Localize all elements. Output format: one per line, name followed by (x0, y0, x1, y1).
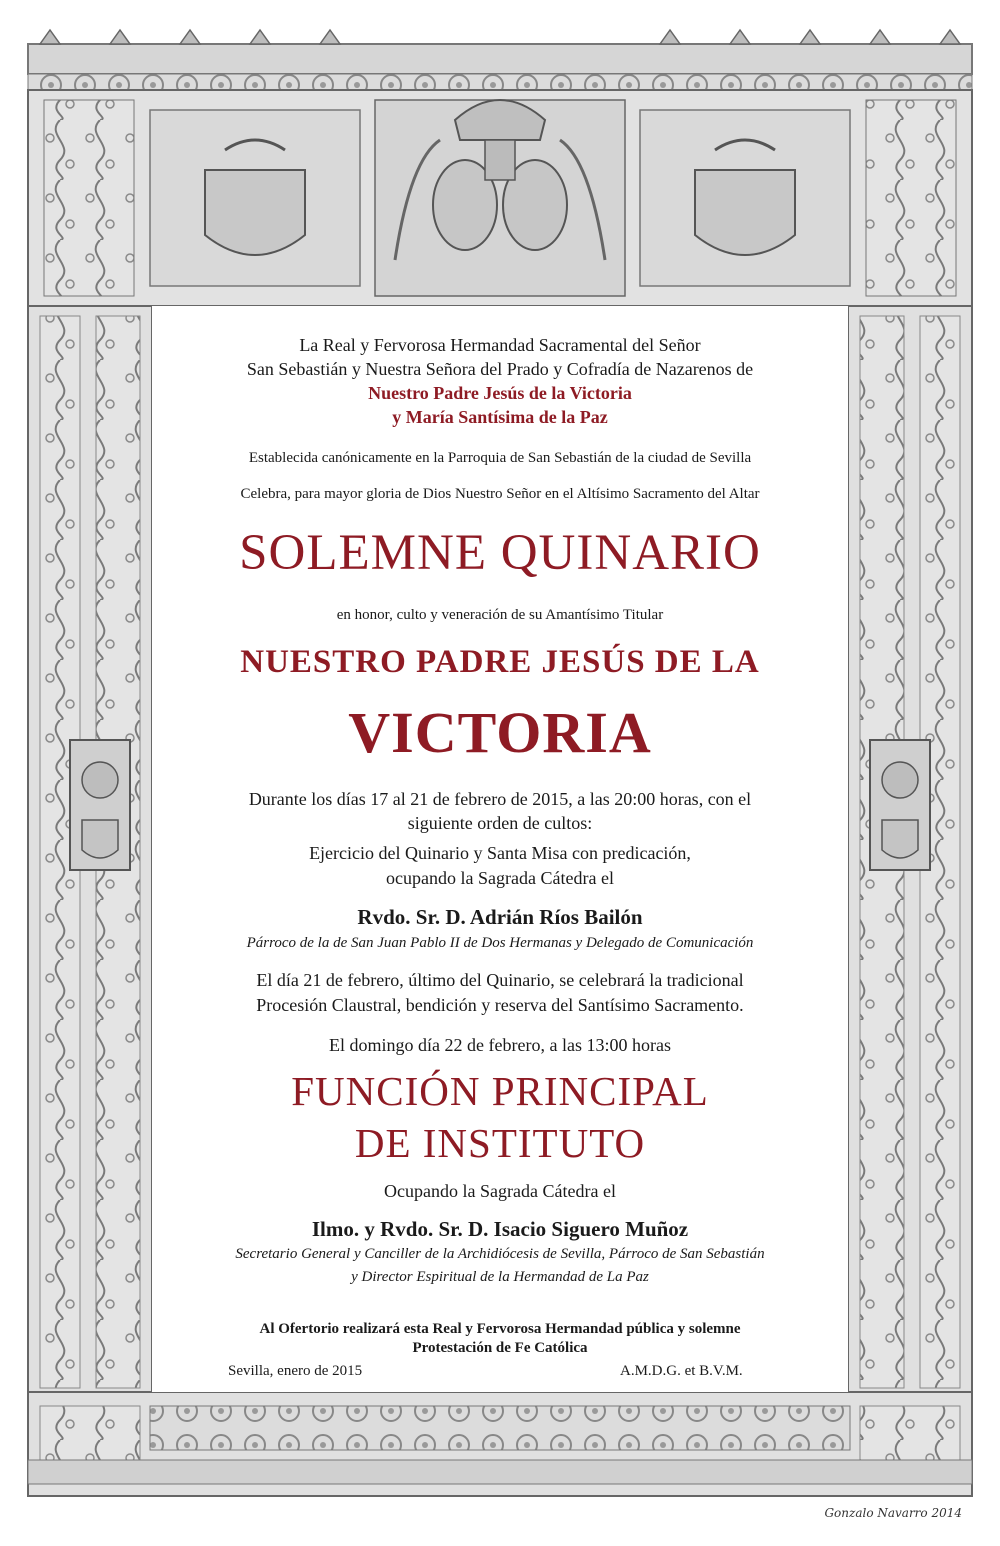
top-crest (28, 30, 972, 90)
celebrates-line: Celebra, para mayor gloria de Dios Nuestro Señor en el Altísimo Sacramento del Altar (240, 486, 760, 502)
left-shield-icon (205, 170, 305, 255)
left-column (28, 306, 152, 1398)
offertory-line-1: Al Ofertorio realizará esta Real y Fervorosa Hermandad pública y solemne (259, 1321, 741, 1337)
left-bust-icon (82, 762, 118, 798)
titular-title-victoria: VICTORIA (348, 700, 652, 765)
schedule-line-3: Ejercicio del Quinario y Santa Misa con predicación, (309, 843, 691, 863)
sunday-line: El domingo día 22 de febrero, a las 13:00 horas (329, 1035, 671, 1055)
quinario-title: SOLEMNE QUINARIO (239, 525, 761, 581)
occupying-line: Ocupando la Sagrada Cátedra el (384, 1181, 616, 1201)
titular-title-line-1: NUESTRO PADRE JESÚS DE LA (240, 644, 760, 680)
schedule-line-1: Durante los días 17 al 21 de febrero de 2015, a las 20:00 horas, con el (248, 789, 752, 809)
motto: A.M.D.G. et B.V.M. (620, 1363, 743, 1379)
text-panel (152, 318, 848, 1392)
place-date: Sevilla, enero de 2015 (228, 1363, 363, 1379)
established-line: Establecida canónicamente en la Parroquia de San Sebastián de la ciudad de Sevilla (248, 450, 752, 466)
preacher1-role: Párroco de la de San Juan Pablo II de Dos Hermanas y Delegado de Comunicación (246, 935, 754, 951)
header-line-1: La Real y Fervorosa Hermandad Sacramental del Señor (299, 335, 701, 355)
offertory-line-2: Protestación de Fe Católica (412, 1340, 588, 1356)
procession-line-2: Procesión Claustral, bendición y reserva del Santísimo Sacramento. (256, 995, 744, 1015)
header-titular-line: Nuestro Padre Jesús de la Victoria (368, 383, 632, 403)
preacher1-name: Rvdo. Sr. D. Adrián Ríos Bailón (357, 905, 643, 929)
procession-line-1: El día 21 de febrero, último del Quinario, se celebrará la tradicional (256, 970, 744, 990)
preacher2-role-2: y Director Espiritual de la Hermandad de La Paz (351, 1269, 649, 1285)
schedule-line-4: ocupando la Sagrada Cátedra el (386, 868, 614, 888)
right-bust-icon (882, 762, 918, 798)
honor-line: en honor, culto y veneración de su Amantísimo Titular (336, 607, 664, 623)
right-shield-icon (695, 170, 795, 255)
preacher2-name: Ilmo. y Rvdo. Sr. D. Isacio Siguero Muñoz (311, 1217, 689, 1241)
right-column (848, 306, 972, 1398)
header-titular-line-2: y María Santísima de la Paz (392, 407, 608, 427)
base-frieze (28, 1392, 972, 1496)
header-line-2: San Sebastián y Nuestra Señora del Prado y Cofradía de Nazarenos de (246, 359, 754, 379)
function-title-line-2: DE INSTITUTO (354, 1120, 646, 1166)
artist-signature: Gonzalo Navarro 2014 (824, 1506, 962, 1520)
preacher2-role-1: Secretario General y Canciller de la Archidiócesis de Sevilla, Párroco de San Sebastián (235, 1246, 765, 1262)
schedule-line-2: siguiente orden de cultos: (407, 813, 593, 833)
top-relief-panel (28, 90, 972, 306)
function-title-line-1: FUNCIÓN PRINCIPAL (291, 1068, 709, 1114)
